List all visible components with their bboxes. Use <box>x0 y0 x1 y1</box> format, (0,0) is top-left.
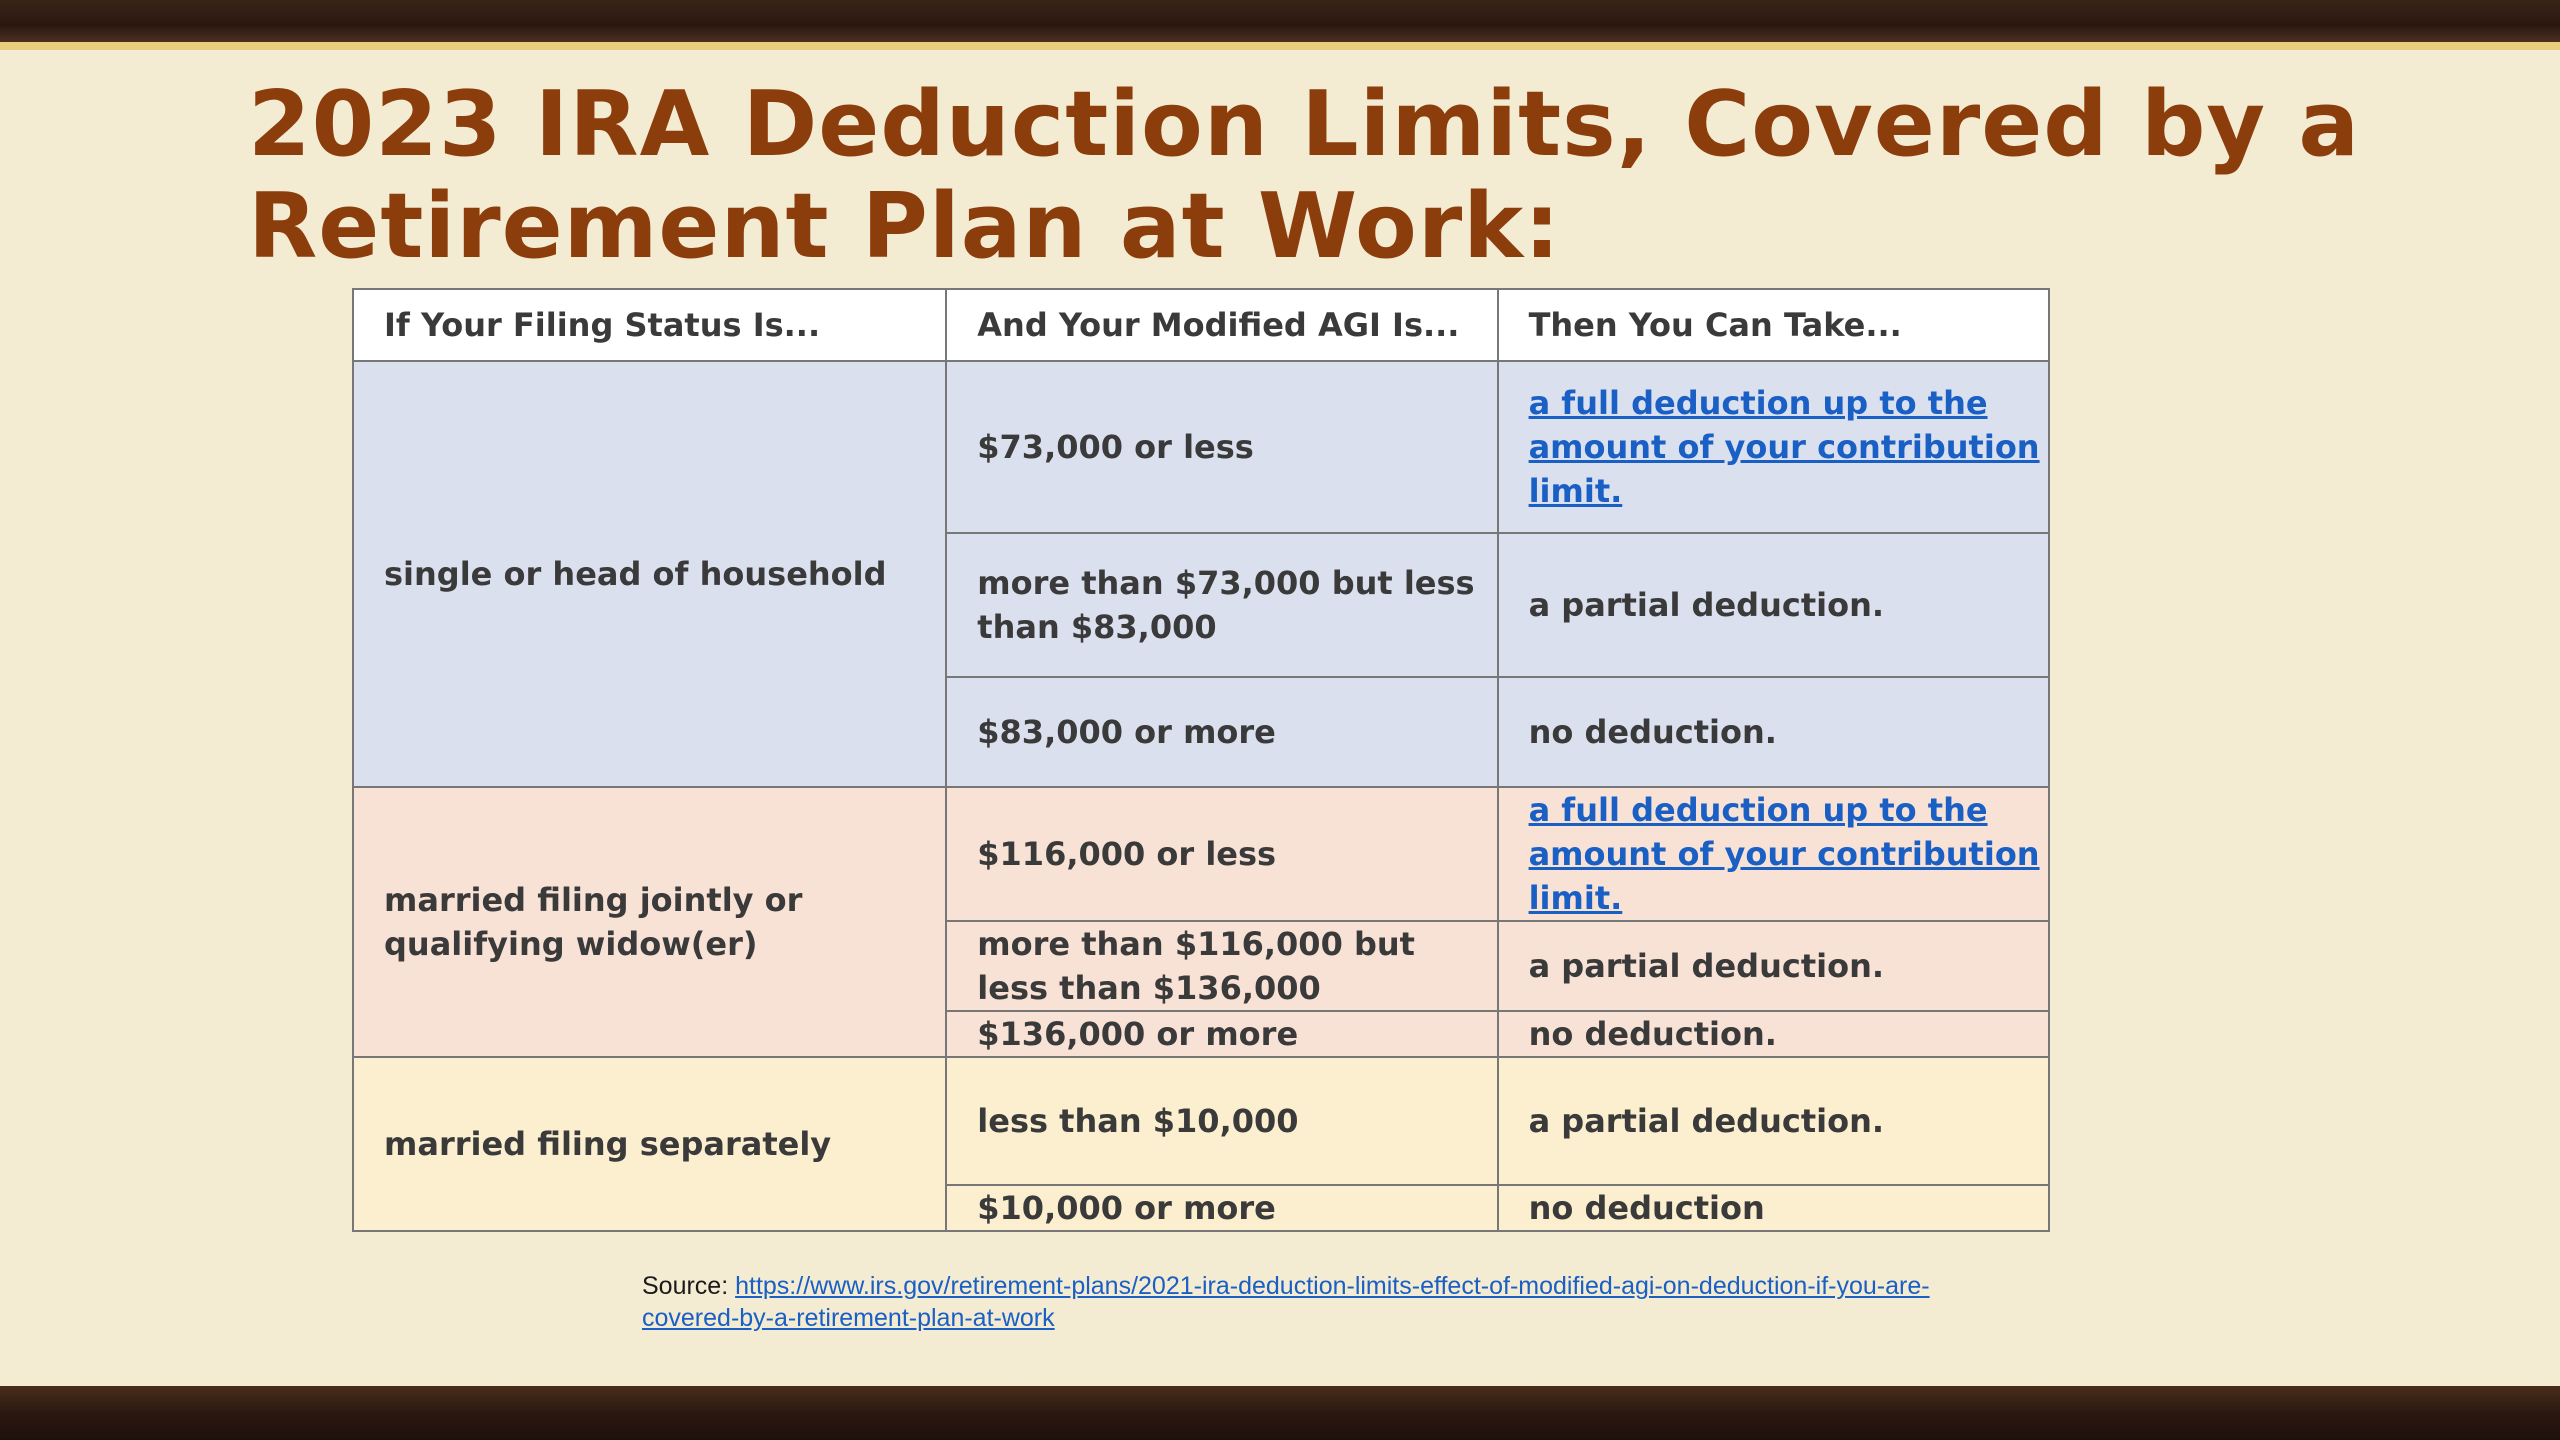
deduction-cell: a partial deduction. <box>1498 1057 2049 1185</box>
deduction-limits-table <box>352 288 2050 1232</box>
agi-cell: more than $73,000 but less than $83,000 <box>946 533 1497 677</box>
filing-status-cell: married filing separately <box>353 1057 946 1231</box>
agi-cell: $10,000 or more <box>946 1185 1497 1231</box>
deduction-cell: no deduction <box>1498 1185 2049 1231</box>
table-header-row <box>353 289 2049 361</box>
source-citation <box>642 1270 1942 1334</box>
header-deduction: Then You Can Take... <box>1498 289 2049 361</box>
bottom-decorative-bar <box>0 1386 2560 1440</box>
source-label: Source: <box>642 1272 736 1300</box>
agi-cell: less than $10,000 <box>946 1057 1497 1185</box>
deduction-cell <box>1498 787 2049 921</box>
top-decorative-bar <box>0 0 2560 42</box>
slide-title: 2023 IRA Deduction Limits, Covered by a Retirement Plan at Work: <box>248 72 2361 279</box>
filing-status-cell: married filing jointly or qualifying widow(er) <box>353 787 946 1057</box>
full-deduction-link[interactable]: a full deduction up to the amount of your contribution limit. <box>1528 384 2040 510</box>
table-row <box>353 361 2049 533</box>
header-modified-agi: And Your Modified AGI Is... <box>946 289 1497 361</box>
deduction-cell: no deduction. <box>1498 677 2049 787</box>
agi-cell: $116,000 or less <box>946 787 1497 921</box>
agi-cell: $83,000 or more <box>946 677 1497 787</box>
deduction-cell <box>1498 361 2049 533</box>
top-accent-line <box>0 42 2560 50</box>
agi-cell: $73,000 or less <box>946 361 1497 533</box>
table-row <box>353 1057 2049 1185</box>
deduction-cell: no deduction. <box>1498 1011 2049 1057</box>
filing-status-cell: single or head of household <box>353 361 946 787</box>
agi-cell: $136,000 or more <box>946 1011 1497 1057</box>
deduction-cell: a partial deduction. <box>1498 921 2049 1011</box>
agi-cell: more than $116,000 but less than $136,000 <box>946 921 1497 1011</box>
header-filing-status: If Your Filing Status Is... <box>353 289 946 361</box>
deduction-cell: a partial deduction. <box>1498 533 2049 677</box>
source-link[interactable]: https://www.irs.gov/retirement-plans/2021-ira-deduction-limits-effect-of-modified-agi-on-deduction-if-you-are-covered-by-a-retirement-plan-at-work <box>642 1272 1930 1332</box>
full-deduction-link[interactable]: a full deduction up to the amount of your contribution limit. <box>1528 791 2040 917</box>
table-row <box>353 787 2049 921</box>
